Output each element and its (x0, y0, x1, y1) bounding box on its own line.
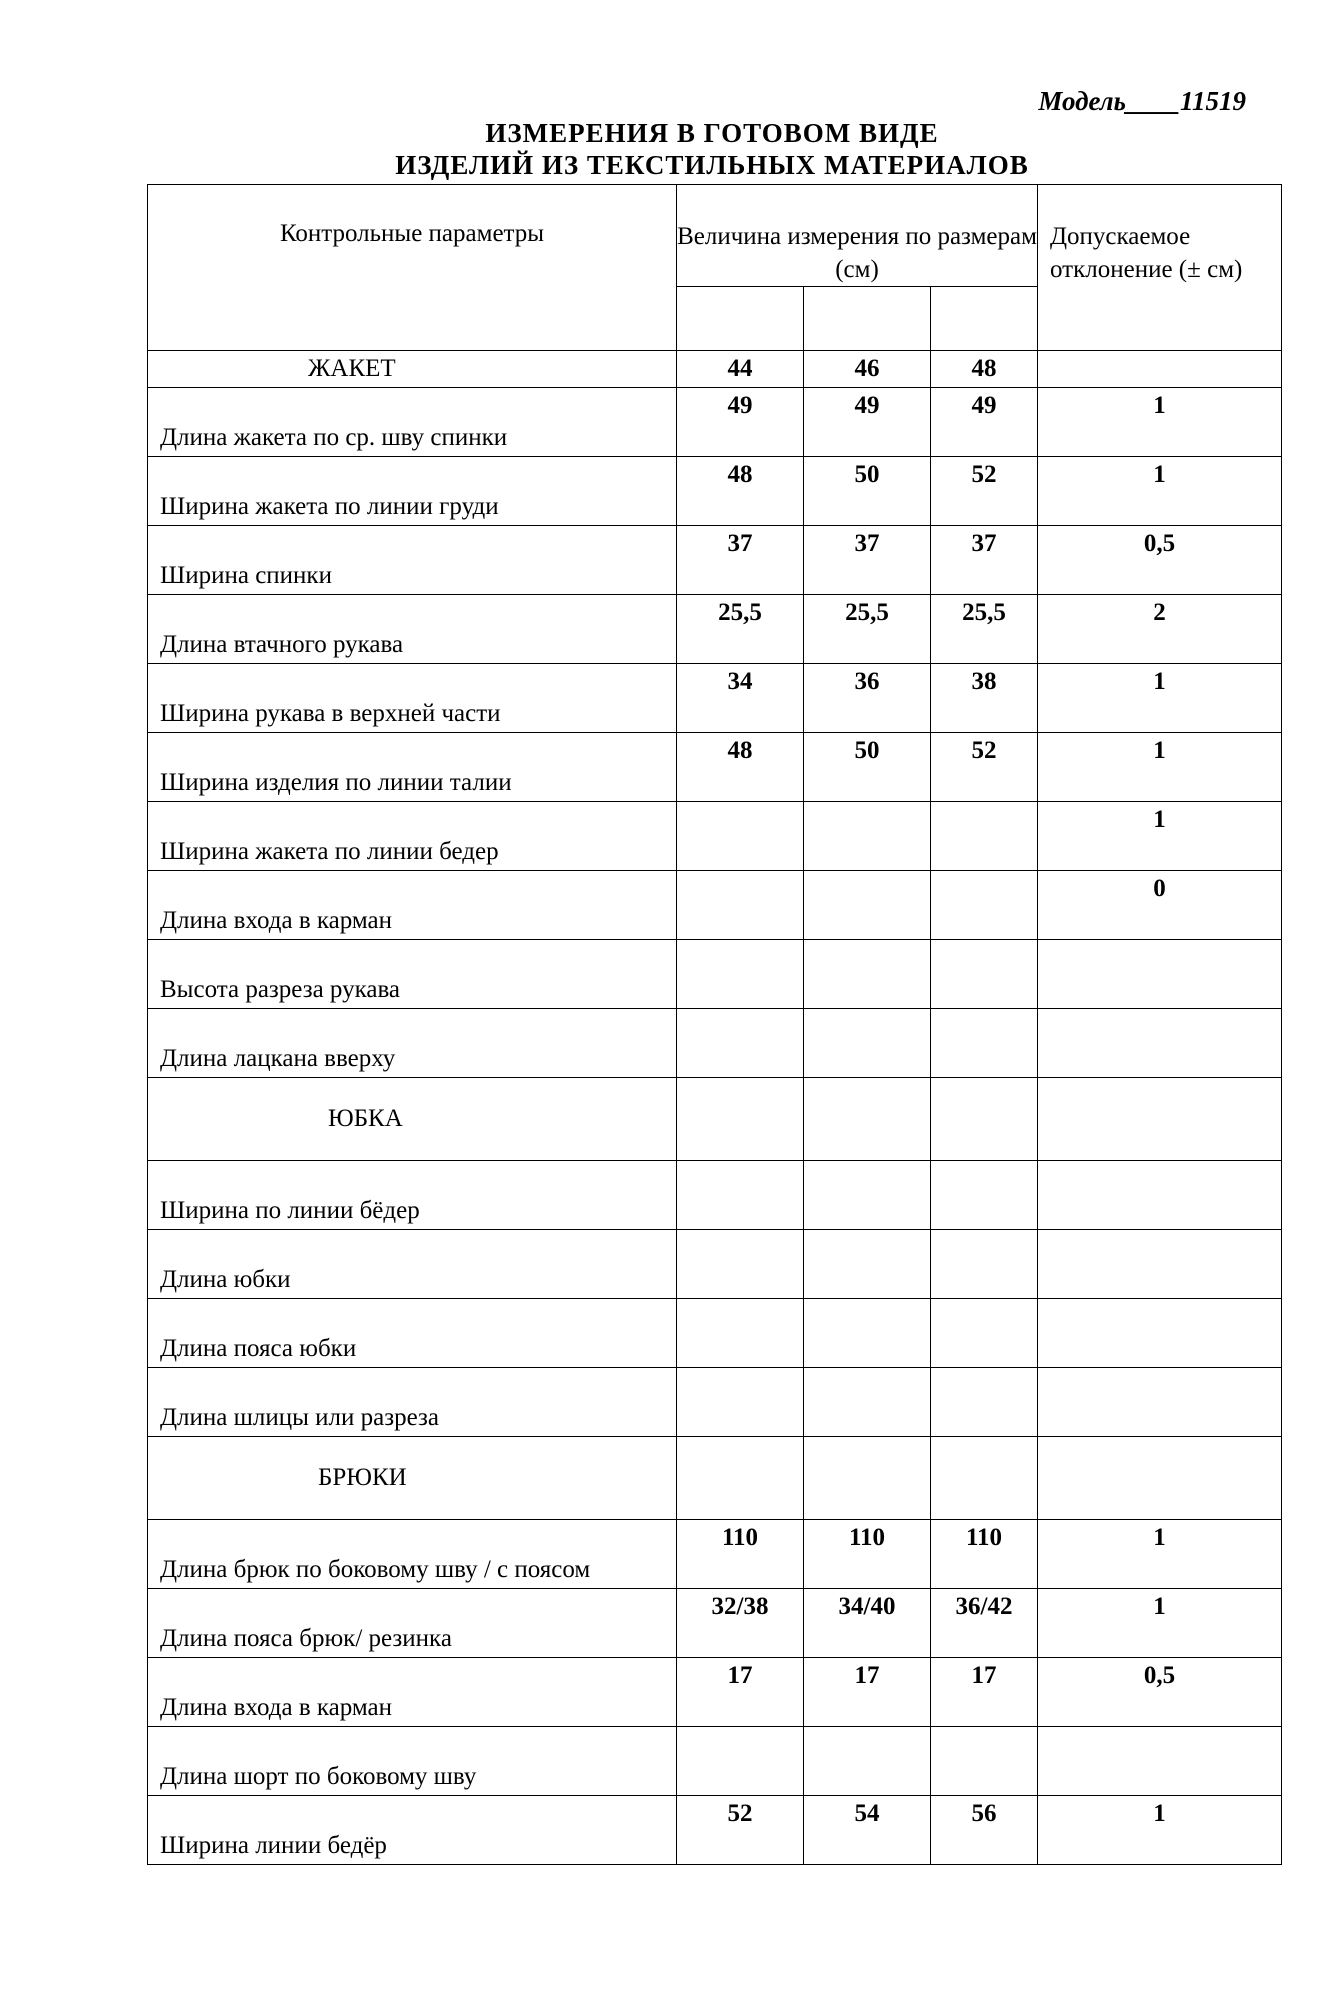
tolerance-cell (1038, 1161, 1282, 1230)
param-label: Ширина спинки (148, 526, 677, 595)
param-label: Длина пояса брюк/ резинка (148, 1589, 677, 1658)
empty-cell (1038, 1078, 1282, 1161)
value-cell: 54 (804, 1796, 931, 1865)
table-row (148, 802, 1282, 871)
param-label: Ширина изделия по линии талии (148, 733, 677, 802)
value-cell (677, 1230, 804, 1299)
value-cell (931, 940, 1038, 1009)
value-cell (804, 1230, 931, 1299)
value-cell (677, 1009, 804, 1078)
empty-cell (1038, 351, 1282, 388)
value-cell: 37 (931, 526, 1038, 595)
empty-cell (677, 1078, 804, 1161)
empty-cell (804, 287, 931, 351)
tolerance-cell: 1 (1038, 1589, 1282, 1658)
section-jacket: ЖАКЕТ (148, 351, 677, 388)
value-cell: 48 (677, 733, 804, 802)
tolerance-cell (1038, 940, 1282, 1009)
tolerance-cell: 1 (1038, 1520, 1282, 1589)
param-label: Длина юбки (148, 1230, 677, 1299)
value-cell: 56 (931, 1796, 1038, 1865)
value-cell: 17 (804, 1658, 931, 1727)
section-trousers: БРЮКИ (148, 1437, 677, 1520)
value-cell (931, 1368, 1038, 1437)
param-label: Ширина по линии бёдер (148, 1161, 677, 1230)
value-cell (677, 1368, 804, 1437)
table-row (148, 1727, 1282, 1796)
tolerance-cell (1038, 1727, 1282, 1796)
value-cell: 37 (677, 526, 804, 595)
table-row (148, 871, 1282, 940)
table-row (148, 1796, 1282, 1865)
size-cell: 48 (931, 351, 1038, 388)
value-cell (931, 1161, 1038, 1230)
param-label: Длина пояса юбки (148, 1299, 677, 1368)
tolerance-cell (1038, 1009, 1282, 1078)
tolerance-cell (1038, 1230, 1282, 1299)
value-cell: 17 (677, 1658, 804, 1727)
tolerance-cell: 1 (1038, 733, 1282, 802)
param-label: Ширина рукава в верхней части (148, 664, 677, 733)
empty-cell (677, 1437, 804, 1520)
header-tolerance: Допускаемое отклонение (± см) (1038, 185, 1282, 351)
header-values: Величина измерения по размерам (см) (677, 185, 1038, 287)
value-cell: 25,5 (931, 595, 1038, 664)
value-cell: 25,5 (804, 595, 931, 664)
table-row (148, 1520, 1282, 1589)
document-subtitle: ИЗДЕЛИЙ ИЗ ТЕКСТИЛЬНЫХ МАТЕРИАЛОВ (395, 150, 1029, 180)
value-cell: 50 (804, 457, 931, 526)
value-cell: 49 (931, 388, 1038, 457)
param-label: Длина жакета по ср. шву спинки (148, 388, 677, 457)
empty-cell (804, 1437, 931, 1520)
table-row (148, 457, 1282, 526)
param-label: Высота разреза рукава (148, 940, 677, 1009)
value-cell (804, 940, 931, 1009)
param-label: Длина лацкана вверху (148, 1009, 677, 1078)
value-cell (804, 1009, 931, 1078)
value-cell (804, 1299, 931, 1368)
table-row (148, 1589, 1282, 1658)
value-cell: 49 (804, 388, 931, 457)
value-cell (931, 1727, 1038, 1796)
value-cell (931, 1230, 1038, 1299)
value-cell: 32/38 (677, 1589, 804, 1658)
value-cell (804, 1727, 931, 1796)
table-row (148, 940, 1282, 1009)
param-label: Длина входа в карман (148, 871, 677, 940)
param-label: Длина шорт по боковому шву (148, 1727, 677, 1796)
tolerance-cell: 0,5 (1038, 1658, 1282, 1727)
tolerance-cell: 1 (1038, 1796, 1282, 1865)
value-cell: 52 (931, 457, 1038, 526)
param-label: Ширина жакета по линии груди (148, 457, 677, 526)
empty-cell (931, 287, 1038, 351)
empty-cell (931, 1078, 1038, 1161)
value-cell: 50 (804, 733, 931, 802)
table-row (148, 1299, 1282, 1368)
table-row (148, 526, 1282, 595)
value-cell (677, 802, 804, 871)
param-label: Ширина линии бедёр (148, 1796, 677, 1865)
value-cell: 110 (677, 1520, 804, 1589)
tolerance-cell: 1 (1038, 457, 1282, 526)
empty-cell (1038, 1437, 1282, 1520)
table-row (148, 664, 1282, 733)
value-cell (804, 1368, 931, 1437)
value-cell: 37 (804, 526, 931, 595)
value-cell (677, 1727, 804, 1796)
value-cell: 36/42 (931, 1589, 1038, 1658)
table-row (148, 388, 1282, 457)
value-cell: 52 (677, 1796, 804, 1865)
param-label: Длина шлицы или разреза (148, 1368, 677, 1437)
empty-cell (931, 1437, 1038, 1520)
value-cell: 49 (677, 388, 804, 457)
table-row (148, 1658, 1282, 1727)
value-cell: 48 (677, 457, 804, 526)
header-param: Контрольные параметры (148, 185, 677, 351)
value-cell (677, 1299, 804, 1368)
value-cell (931, 802, 1038, 871)
size-cell: 46 (804, 351, 931, 388)
tolerance-cell: 0,5 (1038, 526, 1282, 595)
value-cell: 110 (931, 1520, 1038, 1589)
document-title: ИЗМЕРЕНИЯ В ГОТОВОМ ВИДЕ (485, 118, 939, 148)
value-cell (677, 871, 804, 940)
value-cell: 25,5 (677, 595, 804, 664)
value-cell (804, 1161, 931, 1230)
param-label: Длина брюк по боковому шву / с поясом (148, 1520, 677, 1589)
param-label: Длина входа в карман (148, 1658, 677, 1727)
value-cell (677, 1161, 804, 1230)
table-row (148, 1230, 1282, 1299)
tolerance-cell: 1 (1038, 388, 1282, 457)
model-number: Модель____11519 (1038, 86, 1246, 116)
section-skirt: ЮБКА (148, 1078, 677, 1161)
empty-cell (804, 1078, 931, 1161)
tolerance-cell: 0 (1038, 871, 1282, 940)
value-cell (931, 1009, 1038, 1078)
tolerance-cell: 1 (1038, 802, 1282, 871)
value-cell: 110 (804, 1520, 931, 1589)
value-cell (931, 1299, 1038, 1368)
tolerance-cell: 2 (1038, 595, 1282, 664)
tolerance-cell (1038, 1368, 1282, 1437)
value-cell (804, 871, 931, 940)
table-row (148, 1009, 1282, 1078)
value-cell: 17 (931, 1658, 1038, 1727)
value-cell: 36 (804, 664, 931, 733)
tolerance-cell (1038, 1299, 1282, 1368)
value-cell (931, 871, 1038, 940)
measurements-table (147, 184, 1282, 1865)
value-cell: 52 (931, 733, 1038, 802)
table-row (148, 1368, 1282, 1437)
table-row (148, 733, 1282, 802)
value-cell: 38 (931, 664, 1038, 733)
table-row (148, 1161, 1282, 1230)
value-cell: 34/40 (804, 1589, 931, 1658)
value-cell: 34 (677, 664, 804, 733)
param-label: Ширина жакета по линии бедер (148, 802, 677, 871)
empty-cell (677, 287, 804, 351)
tolerance-cell: 1 (1038, 664, 1282, 733)
param-label: Длина втачного рукава (148, 595, 677, 664)
size-cell: 44 (677, 351, 804, 388)
value-cell (804, 802, 931, 871)
table-row (148, 595, 1282, 664)
value-cell (677, 940, 804, 1009)
